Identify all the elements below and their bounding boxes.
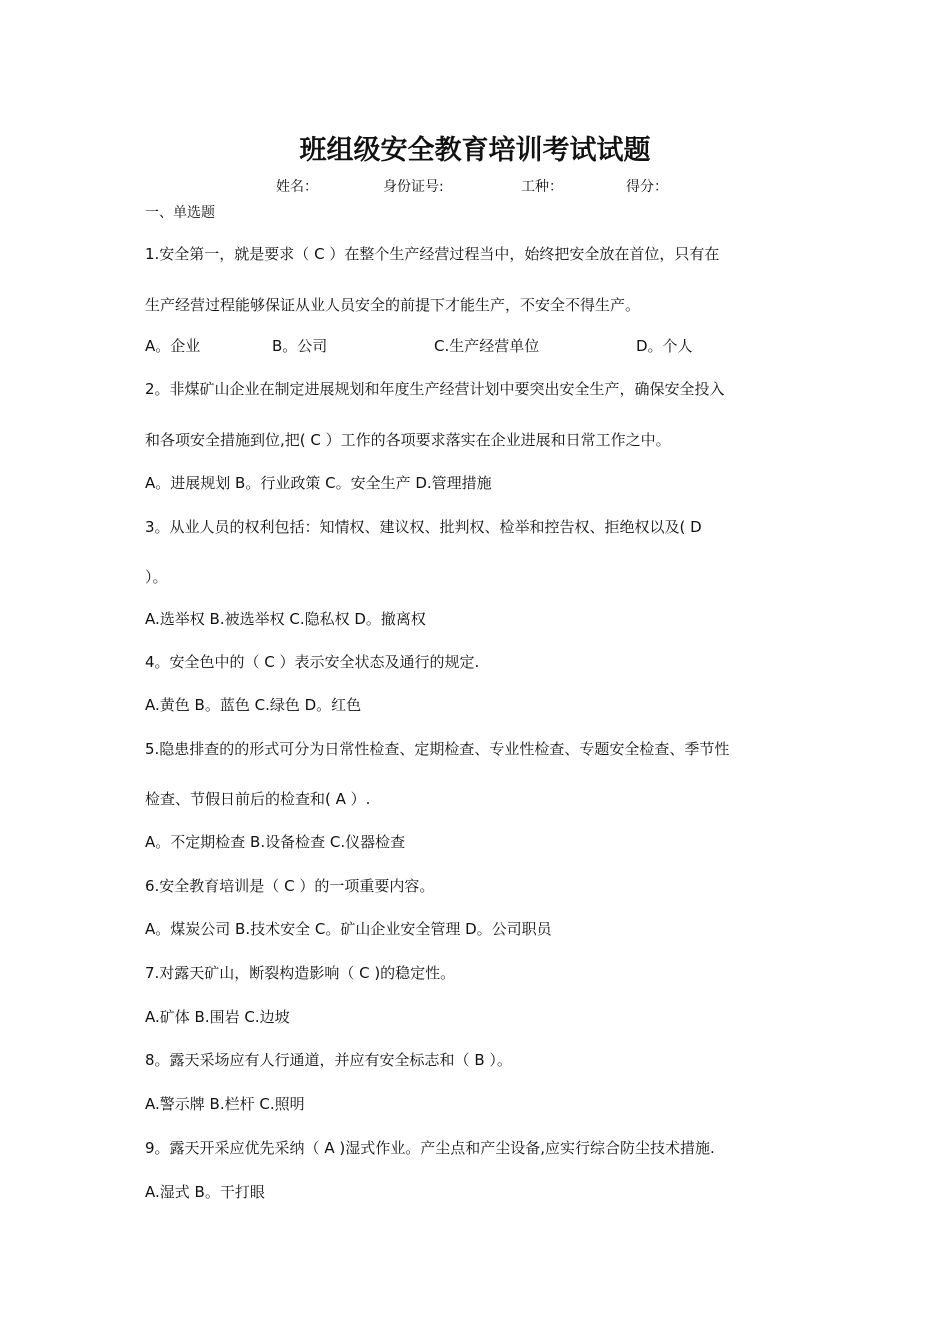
question-2-options: A。进展规划 B。行业政策 C。安全生产 D.管理措施	[145, 474, 492, 492]
question-2-line-1: 2。非煤矿山企业在制定进展规划和年度生产经营计划中要突出安全生产，确保安全投入	[145, 380, 725, 398]
question-5-line-1: 5.隐患排查的的形式可分为日常性检查、定期检查、专业性检查、专题安全检查、季节性	[145, 740, 730, 758]
question-7-line-1: 7.对露天矿山，断裂构造影响（ C )的稳定性。	[145, 964, 456, 982]
section-heading: 一、单选题	[145, 205, 215, 221]
question-1-option-a: A。企业	[145, 337, 201, 355]
document-title: 班组级安全教育培训考试试题	[299, 135, 651, 166]
question-6-line-1: 6.安全教育培训是（ C ）的一项重要内容。	[145, 877, 435, 895]
question-5-line-2: 检查、节假日前后的检查和( A ）.	[145, 790, 371, 808]
info-name-label: 姓名：	[276, 179, 318, 195]
question-8-options: A.警示牌 B.栏杆 C.照明	[145, 1095, 305, 1113]
info-id-label: 身份证号:	[383, 179, 444, 195]
question-9-line-1: 9。露天开采应优先采纳（ A )湿式作业。产尘点和产尘设备,应实行综合防尘技术措施.	[145, 1139, 715, 1157]
question-6-options: A。煤炭公司 B.技术安全 C。矿山企业安全管理 D。公司职员	[145, 920, 552, 938]
question-1-line-1: 1.安全第一，就是要求（ C ）在整个生产经营过程当中，始终把安全放在首位，只有在	[145, 245, 720, 263]
question-8-line-1: 8。露天采场应有人行通道，并应有安全标志和（ B ）。	[145, 1051, 512, 1069]
question-9-options: A.湿式 B。干打眼	[145, 1183, 265, 1201]
question-5-options: A。不定期检查 B.设备检查 C.仪器检查	[145, 833, 406, 851]
question-4-line-1: 4。安全色中的（ C ）表示安全状态及通行的规定.	[145, 653, 480, 671]
question-3-line-1: 3。从业人员的权利包括：知情权、建议权、批判权、检举和控告权、拒绝权以及( D	[145, 518, 702, 536]
question-3-line-2: ）。	[145, 568, 168, 586]
info-score-label: 得分：	[626, 179, 668, 195]
question-1-option-c: C.生产经营单位	[434, 337, 540, 355]
question-1-option-d: D。个人	[636, 337, 693, 355]
question-2-line-2: 和各项安全措施到位,把( C ）工作的各项要求落实在企业进展和日常工作之中。	[145, 431, 671, 449]
question-1-line-2: 生产经营过程能够保证从业人员安全的前提下才能生产，不安全不得生产。	[145, 296, 641, 314]
info-job-label: 工种：	[521, 179, 563, 195]
question-1-option-b: B。公司	[272, 337, 328, 355]
question-7-options: A.矿体 B.围岩 C.边坡	[145, 1008, 290, 1026]
question-4-options: A.黄色 B。蓝色 C.绿色 D。红色	[145, 696, 362, 714]
question-3-options: A.选举权 B.被选举权 C.隐私权 D。撤离权	[145, 610, 426, 628]
